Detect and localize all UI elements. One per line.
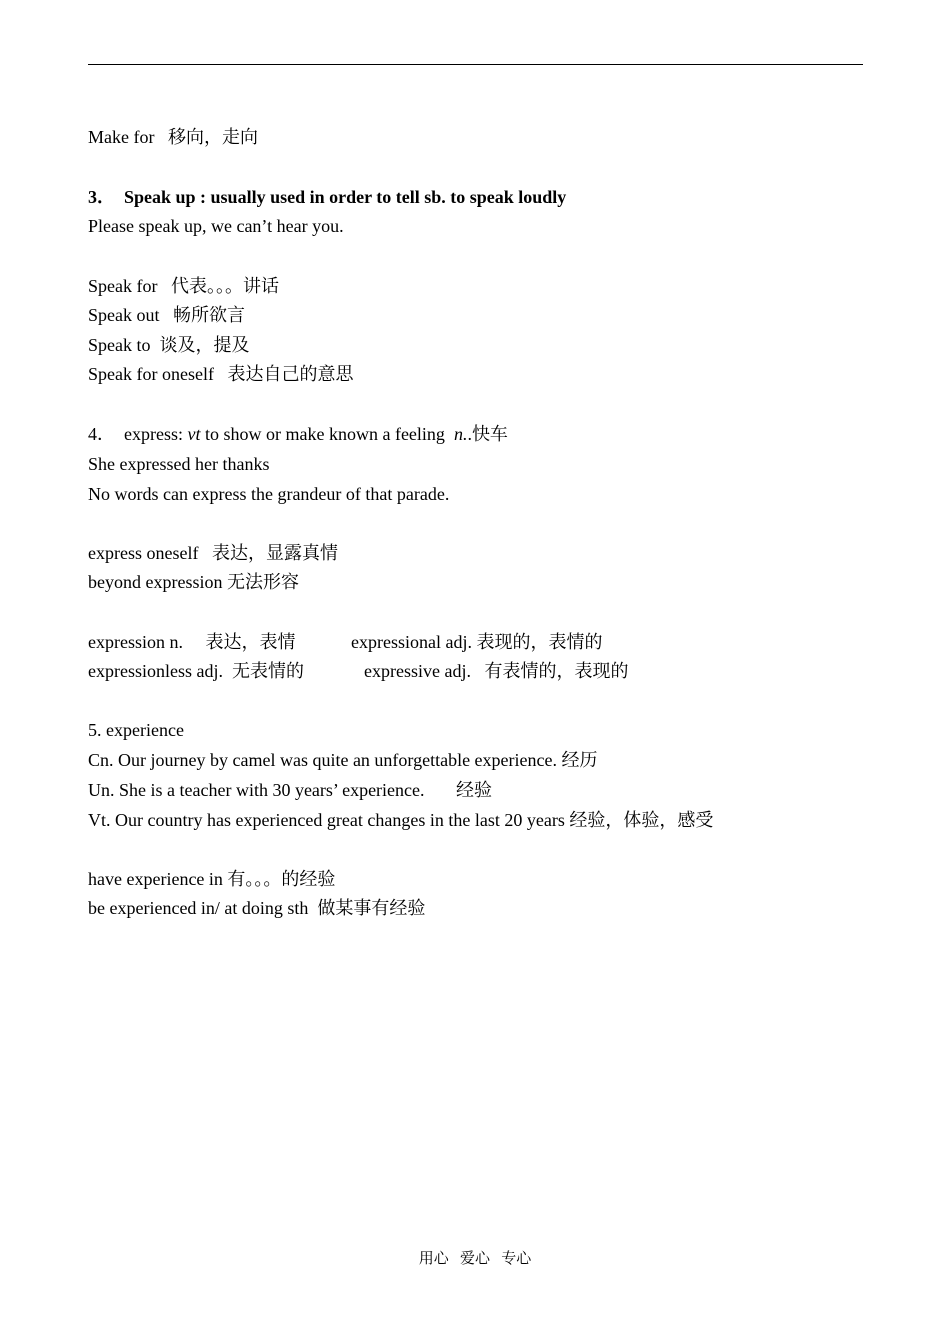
section-4-prefix: 4． express: bbox=[88, 424, 188, 444]
speak-for-line: Speak for 代表。。。讲话 bbox=[88, 276, 279, 296]
section-4-example-2: No words can express the grandeur of that parade. bbox=[88, 484, 450, 504]
section-3-heading: 3． Speak up : usually used in order to tell sb. to speak loudly bbox=[88, 187, 567, 207]
be-experienced-line: be experienced in/ at doing sth 做某事有经验 bbox=[88, 898, 426, 918]
speak-to-line: Speak to 谈及，提及 bbox=[88, 335, 250, 355]
section-5-heading: 5. experience bbox=[88, 720, 184, 740]
section-5-cn-line: Cn. Our journey by camel was quite an unforgettable experience. 经历 bbox=[88, 750, 598, 770]
section-4-vt: vt bbox=[187, 424, 201, 444]
section-5-un-line: Un. She is a teacher with 30 years’ experience. 经验 bbox=[88, 780, 493, 800]
make-for-line: Make for 移向，走向 bbox=[88, 127, 258, 147]
section-4-example-1: She expressed her thanks bbox=[88, 454, 270, 474]
have-experience-line: have experience in 有。。。的经验 bbox=[88, 869, 336, 889]
section-4-heading bbox=[88, 424, 508, 444]
expressional-line: expressional adj. 表现的，表情的 bbox=[351, 632, 603, 652]
section-5-vt-line: Vt. Our country has experienced great changes in the last 20 years 经验，体验，感受 bbox=[88, 810, 714, 830]
speak-out-line: Speak out 畅所欲言 bbox=[88, 305, 245, 325]
expressionless-line: expressionless adj. 无表情的 bbox=[88, 661, 304, 681]
beyond-expression-line: beyond expression 无法形容 bbox=[88, 572, 299, 592]
section-3-example: Please speak up, we can’t hear you. bbox=[88, 216, 344, 236]
express-oneself-line: express oneself 表达，显露真情 bbox=[88, 543, 338, 563]
section-4-definition: to show or make known a feeling bbox=[200, 424, 454, 444]
expression-noun-line: expression n. 表达，表情 bbox=[88, 632, 296, 652]
section-4-suffix: .快车 bbox=[467, 424, 508, 444]
section-4-n: n. bbox=[453, 424, 468, 444]
expressive-line: expressive adj. 有表情的，表现的 bbox=[364, 661, 629, 681]
speak-for-oneself-line: Speak for oneself 表达自己的意思 bbox=[88, 364, 354, 384]
header-rule bbox=[88, 64, 863, 65]
page-footer: 用心 爱心 专心 bbox=[418, 1251, 532, 1267]
